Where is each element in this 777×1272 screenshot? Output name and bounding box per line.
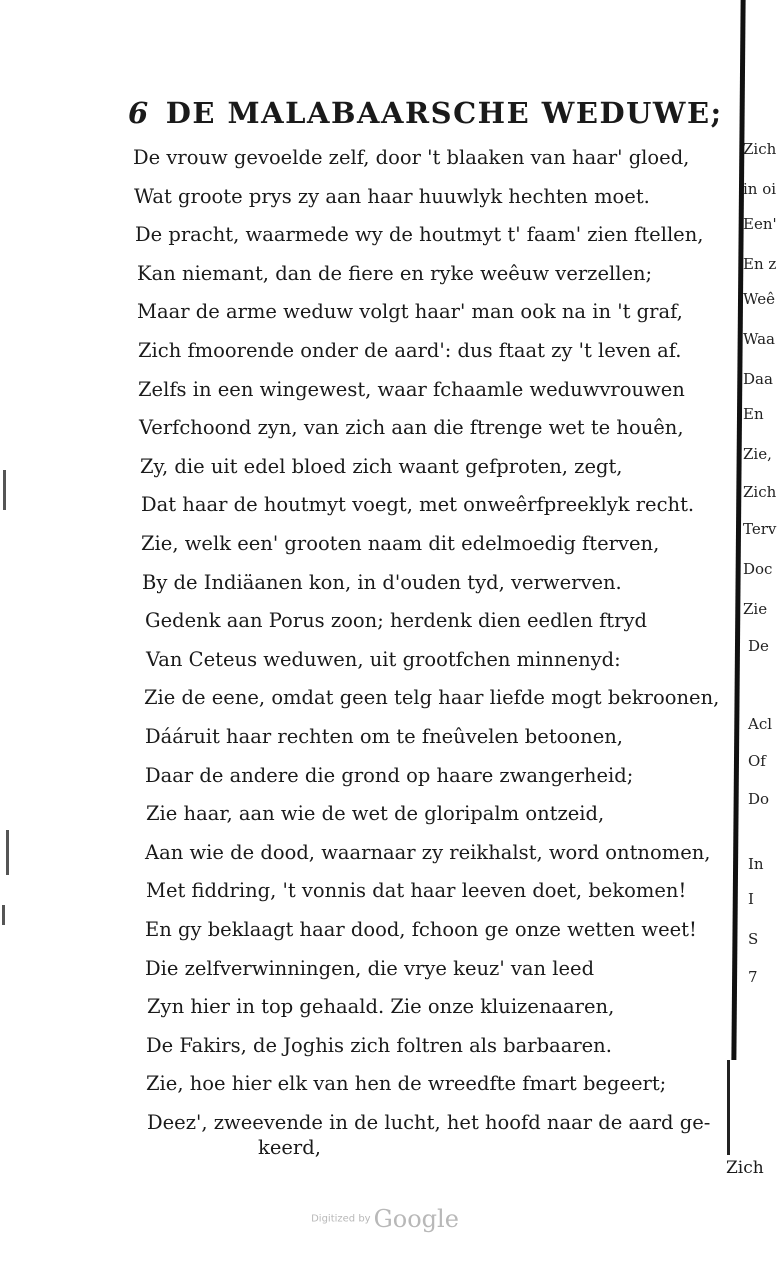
verse-line: Zy, die uit edel bloed zich waant gefproten, zegt, — [140, 454, 623, 478]
edge-fragment: In — [748, 855, 764, 873]
edge-fragment: Zich — [743, 483, 777, 501]
verse-line: Zyn hier in top gehaald. Zie onze kluizenaaren, — [147, 995, 615, 1019]
margin-mark — [2, 905, 5, 925]
verse-line: Verfchoond zyn, van zich aan die ftrenge wet te houên, — [139, 416, 684, 440]
watermark-brand: Google — [373, 1205, 459, 1233]
verse-line: Zie de eene, omdat geen telg haar liefde mogt bekroonen, — [144, 686, 720, 710]
margin-mark — [6, 830, 9, 875]
verse-line: Maar de arme weduw volgt haar' man ook na in 't graf, — [137, 300, 683, 324]
verse-line: Zich fmoorende onder de aard': dus ftaat zy 't leven af. — [138, 339, 682, 362]
edge-fragment: Terv — [743, 520, 777, 538]
verse-line: Kan niemant, dan de fiere en ryke weêuw verzellen; — [137, 261, 653, 285]
verse-line: Zie haar, aan wie de wet de gloripalm ontzeid, — [146, 802, 605, 826]
verse-line: De pracht, waarmede wy de houtmyt t' faam' zien ftellen, — [135, 223, 704, 247]
running-header — [128, 96, 728, 130]
verse-line: Met fiddring, 't vonnis dat haar leeven doet, bekomen! — [146, 879, 687, 903]
edge-fragment: Een' — [743, 215, 777, 233]
verse-line: Zie, welk een' grooten naam dit edelmoedig fterven, — [141, 532, 660, 555]
verse-line: De Fakirs, de Joghis zich foltren als barbaaren. — [146, 1033, 612, 1057]
verse-line: Die zelfverwinningen, die vrye keuz' van leed — [145, 956, 595, 980]
running-title: DE MALABAARSCHE WEDUWE; — [165, 96, 723, 130]
page-number: 6 — [128, 96, 150, 130]
verse-line: Dááruit haar rechten om te fneûvelen betoonen, — [145, 725, 624, 748]
margin-mark — [3, 470, 6, 510]
edge-fragment: Daa — [743, 370, 773, 388]
edge-fragment: Of — [748, 752, 766, 770]
verse-line: En gy beklaagt haar dood, fchoon ge onze wetten weet! — [145, 918, 697, 941]
verse-line: By de Indiäanen kon, in d'ouden tyd, verwerven. — [142, 570, 622, 594]
edge-fragment: Acl — [748, 715, 773, 733]
verse-line: De vrouw gevoelde zelf, door 't blaaken van haar' gloed, — [133, 146, 690, 169]
verse-line: Dat haar de houtmyt voegt, met onweêrfpreeklyk recht. — [141, 493, 695, 517]
verse-line: Van Ceteus weduwen, uit grootfchen minnenyd: — [146, 647, 621, 671]
verse-line: Gedenk aan Porus zoon; herdenk dien eedlen ftryd — [145, 609, 647, 633]
edge-fragment: Zich — [743, 140, 777, 158]
edge-fragment: Zie — [743, 600, 768, 618]
verse-line: Aan wie de dood, waarnaar zy reikhalst, word ontnomen, — [145, 840, 711, 864]
catchword: Zich — [726, 1158, 764, 1178]
digitized-watermark — [0, 1205, 770, 1233]
edge-fragment: Weê — [743, 290, 775, 308]
edge-fragment: En — [743, 405, 764, 423]
verse-line: Zelfs in een wingewest, waar fchaamle weduwvrouwen — [138, 377, 685, 401]
verse-line: Daar de andere die grond op haare zwangerheid; — [145, 763, 634, 787]
edge-fragment: De — [748, 637, 769, 655]
edge-fragment: I — [748, 890, 754, 908]
facing-page-edge — [743, 0, 777, 1272]
edge-fragment: S — [748, 930, 759, 948]
edge-fragment: En z — [743, 255, 777, 273]
page-gutter-shadow-lower — [727, 1060, 730, 1155]
edge-fragment: Do — [748, 790, 770, 808]
verse-line: Wat groote prys zy aan haar huuwlyk hechten moet. — [134, 184, 650, 208]
edge-fragment: Waa — [743, 330, 775, 348]
edge-fragment: Doc — [743, 560, 773, 578]
edge-fragment: in oi — [743, 180, 777, 198]
watermark-prefix: Digitized by — [311, 1213, 371, 1225]
edge-fragment: Zie, — [743, 445, 772, 463]
verse-line: Deez', zweevende in de lucht, het hoofd naar de aard ge- — [147, 1111, 711, 1134]
verse-line: Zie, hoe hier elk van hen de wreedfte fmart begeert; — [146, 1072, 667, 1096]
verse-continuation: keerd, — [258, 1135, 321, 1159]
edge-fragment: 7 — [748, 968, 758, 986]
